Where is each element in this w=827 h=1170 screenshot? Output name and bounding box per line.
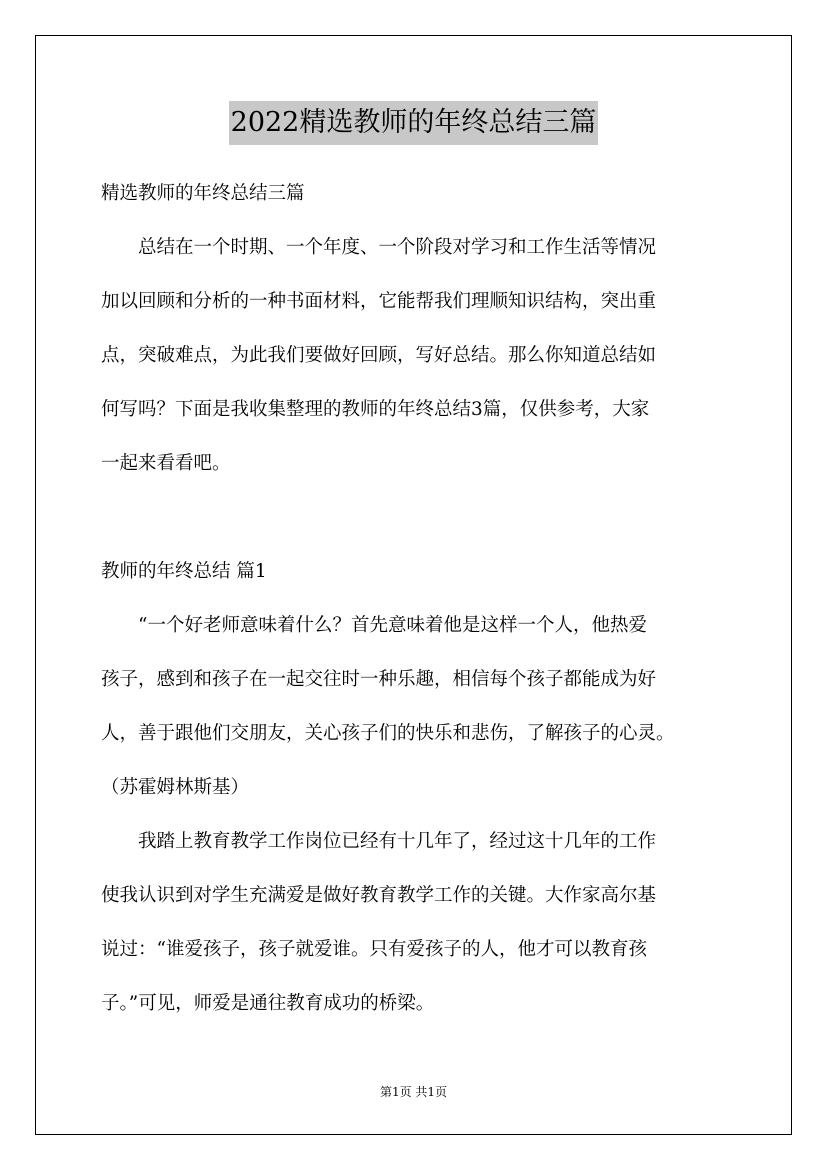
paragraph-line: 何写吗？下面是我收集整理的教师的年终总结3篇，仅供参考，大家 <box>101 399 650 420</box>
paragraph-line: 说过：“谁爱孩子，孩子就爱谁。只有爱孩子的人，他才可以教育孩 <box>101 939 647 960</box>
subtitle-line: 精选教师的年终总结三篇 <box>101 183 305 204</box>
paragraph-line: 加以回顾和分析的一种书面材料，它能帮我们理顺知识结构，突出重 <box>101 291 657 312</box>
paragraph-line: 点，突破难点，为此我们要做好回顾，写好总结。那么你知道总结如 <box>101 345 657 366</box>
section-heading: 教师的年终总结 篇1 <box>101 561 267 582</box>
paragraph-line: 子。”可见，师爱是通往教育成功的桥梁。 <box>101 993 435 1014</box>
paragraph-line: 使我认识到对学生充满爱是做好教育教学工作的关键。大作家高尔基 <box>101 885 657 906</box>
document-title: 2022精选教师的年终总结三篇 <box>229 101 599 145</box>
paragraph-line: 一起来看看吧。 <box>101 453 231 474</box>
paragraph-line: 孩子，感到和孩子在一起交往时一种乐趣，相信每个孩子都能成为好 <box>101 669 657 690</box>
page-footer: 第1页 共1页 <box>379 1085 448 1099</box>
paragraph-line: 人，善于跟他们交朋友，关心孩子们的快乐和悲伤，了解孩子的心灵。 <box>101 723 675 744</box>
title-container <box>0 101 827 145</box>
paragraph-line: 我踏上教育教学工作岗位已经有十几年了，经过这十几年的工作 <box>101 831 657 852</box>
paragraph-line: “一个好老师意味着什么？首先意味着他是这样一个人，他热爱 <box>101 615 647 636</box>
paragraph-line: （苏霍姆林斯基） <box>101 777 250 798</box>
paragraph-line: 总结在一个时期、一个年度、一个阶段对学习和工作生活等情况 <box>101 237 657 258</box>
